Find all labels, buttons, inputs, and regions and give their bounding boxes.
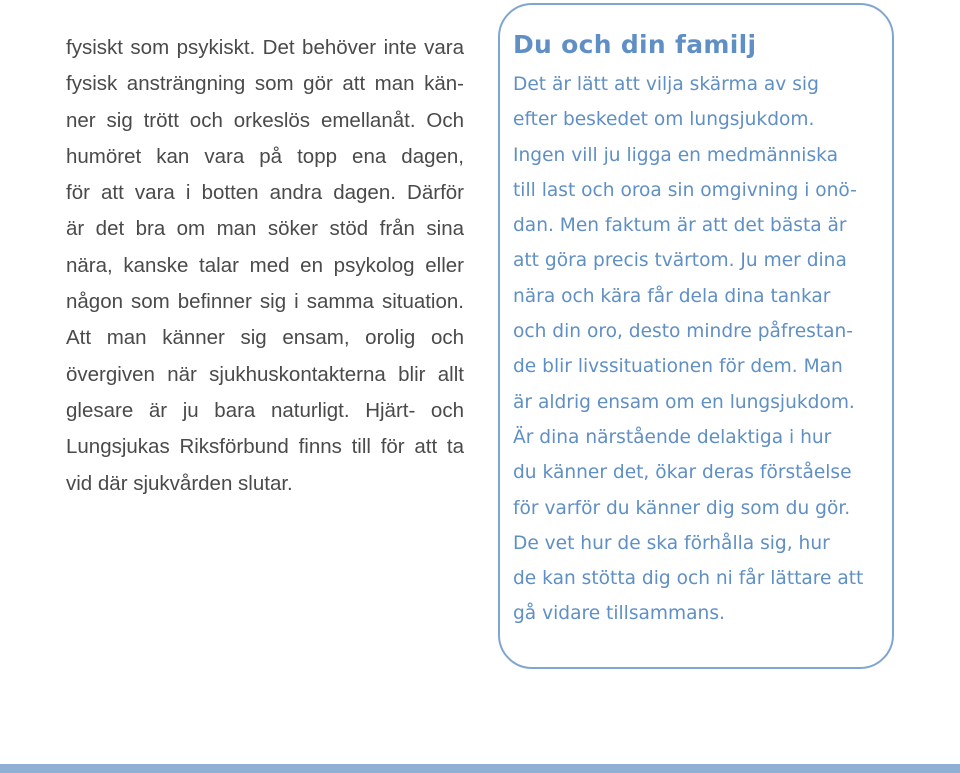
body-text-line: fysisk ansträngning som gör att man kän-	[66, 72, 464, 96]
sidebar-text-line: de blir livssituationen för dem. Man	[513, 356, 843, 378]
sidebar-text-line: Är dina närstående delaktiga i hur	[513, 426, 832, 448]
sidebar-text-line: till last och oroa sin omgivning i onö-	[513, 179, 857, 201]
body-text-line: humöret kan vara på topp ena dagen,	[66, 144, 464, 168]
body-text-line: övergiven när sjukhuskontakterna blir allt	[66, 362, 464, 386]
body-text-line: ner sig trött och orkeslös emellanåt. Och	[66, 108, 464, 132]
sidebar-text-line: och din oro, desto mindre påfrestan-	[513, 321, 854, 343]
body-text-line: nära, kanske talar med en psykolog eller	[66, 253, 464, 277]
body-text-line: Lungsjukas Riksförbund finns till för att ta	[66, 435, 464, 459]
sidebar-text-line: nära och kära får dela dina tankar	[513, 285, 831, 307]
body-text-line: är det bra om man söker stöd från sina	[66, 217, 464, 241]
sidebar-text-line: Ingen vill ju ligga en medmänniska	[513, 144, 838, 166]
footer-bar	[0, 764, 960, 773]
body-text-line: glesare är ju bara naturligt. Hjärt- och	[66, 398, 464, 422]
sidebar-text-line: Det är lätt att vilja skärma av sig	[513, 74, 819, 95]
sidebar-text-line: för varför du känner dig som du gör.	[513, 497, 851, 519]
sidebar-text-line: efter beskedet om lungsjukdom.	[513, 109, 815, 131]
body-text-column	[66, 30, 464, 502]
sidebar-text-line: att göra precis tvärtom. Ju mer dina	[513, 250, 847, 272]
sidebar-text-line: gå vidare tillsammans.	[513, 603, 725, 625]
sidebar-text-line: De vet hur de ska förhålla sig, hur	[513, 532, 830, 554]
body-text-line: för att vara i botten andra dagen. Därför	[66, 181, 464, 205]
body-text-line: någon som befinner sig i samma situation.	[66, 290, 464, 314]
sidebar-text-line: är aldrig ensam om en lungsjukdom.	[513, 391, 855, 413]
body-text-line: vid där sjukvården slutar.	[66, 471, 293, 495]
body-text-line: Att man känner sig ensam, orolig och	[66, 326, 464, 350]
body-text-line: fysiskt som psykiskt. Det behöver inte vara	[66, 36, 464, 59]
sidebar-text-line: du känner det, ökar deras förståelse	[513, 462, 852, 484]
sidebar-text-line: de kan stötta dig och ni får lättare att	[513, 568, 864, 590]
sidebar-title: Du och din familj	[513, 30, 757, 59]
sidebar-text-line: dan. Men faktum är att det bästa är	[513, 215, 847, 237]
sidebar-text-column	[513, 67, 885, 632]
